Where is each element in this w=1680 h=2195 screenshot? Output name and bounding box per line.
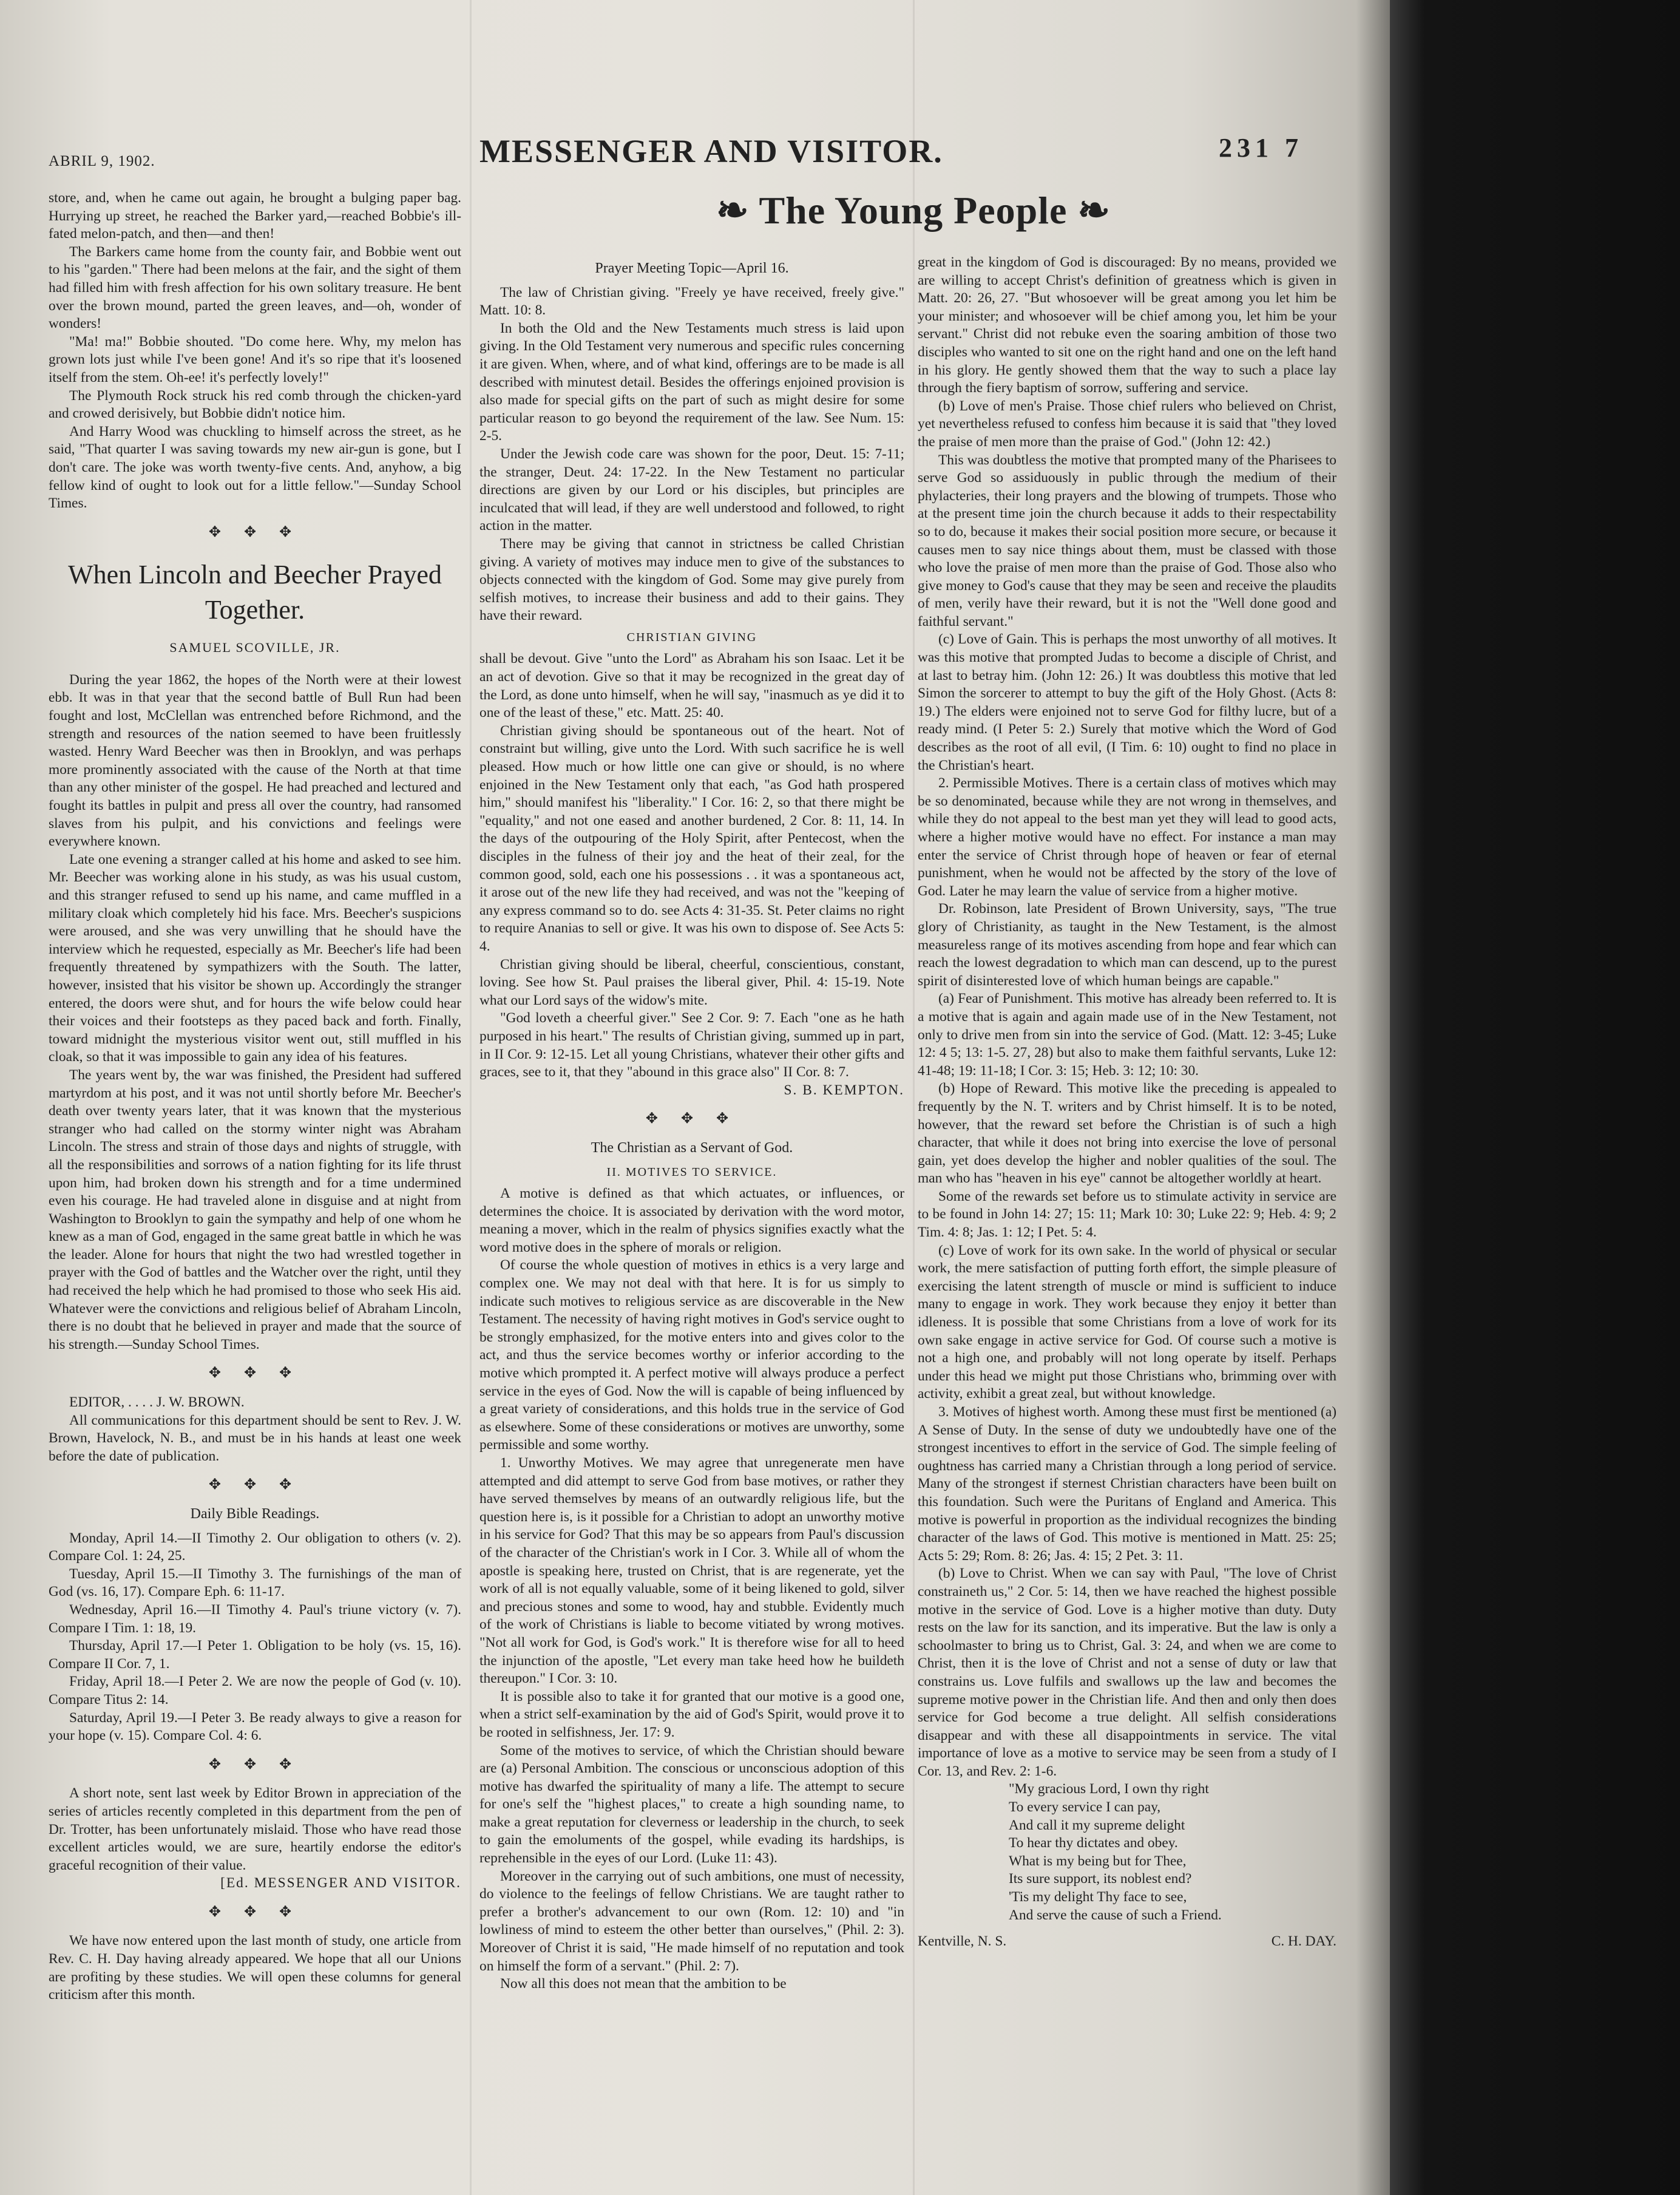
issue-date: ABRIL 9, 1902.	[49, 153, 155, 169]
ornament: ✥ ✥ ✥	[208, 1756, 302, 1773]
giving-paragraph: shall be devout. Give "unto the Lord" as Abraham his son Isaac. Let it be an act of devotion. Give so that it may be recognized in the great day of the Lord, as done unto himself, when he will say, "inasmuch as ye did it to one of the least of these," etc. Matt. 25: 40.	[479, 651, 904, 721]
motives-paragraph: (a) Fear of Punishment. This motive has already been referred to. It is a motive that is again and again made use of in the New Testament, not only to drive men from sin into the service of God. (Matt. 12: 3-45; Luke 12: 4 5; 13: 1-5. 27, 28) but also to make them faithful servants, Luke 12: 41-48; 19: 11-18; I Cor. 3: 15; Heb. 3: 12; 10: 30.	[918, 991, 1336, 1079]
closing-note: We have now entered upon the last month of study, one article from Rev. C. H. Day having already appeared. We hope that all our Unions are profiting by these studies. We will open these columns for general criticism after this month.	[49, 1933, 461, 2003]
poem-line: And call it my supreme delight	[1009, 1817, 1185, 1833]
column-left	[49, 189, 461, 2004]
motives-paragraph: (b) Hope of Reward. This motive like the preceding is appealed to frequently by the N. T. writers and by Christ himself. It is to be noted, however, that the reward set before the Christian is of such a high character, that while it does not bring into exercise the love of personal gain, yet does develop the higher and nobler qualities of the soul. The man who has "heaven in his eye" cannot be altogether worldly at heart.	[918, 1081, 1336, 1187]
article-paragraph: During the year 1862, the hopes of the North were at their lowest ebb. It was in that year that the second battle of Bull Run had been fought and lost, McClellan was entrenched before Richmond, and the strength and resources of the nation seemed to have been fruitlessly wasted. Henry Ward Beecher was then in Brooklyn, and was perhaps more prominently associated with the cause of the North at that time than any other minister of the gospel. He had preached and lectured and fought its battles in pulpit and press all over the country, had ransomed slaves from his pulpit, and his convictions and feelings were everywhere known.	[49, 671, 461, 850]
masthead-title: MESSENGER AND VISITOR.	[479, 133, 943, 169]
column-gutter	[470, 0, 472, 2195]
column-right	[918, 254, 1336, 1951]
motives-paragraph: Some of the motives to service, of which the Christian should beware are (a) Personal Ambition. The conscious or unconscious adoption of this motive has dwarfed the spirituality of many a life. The attempt to secure for one's self the "highest places," to create a high sounding name, to make a great reputation for cleverness or leadership in the church, to seek to gain the emoluments of the gospel, while evading its hardships, is reprehensible in the eyes of our Lord. (Luke 11: 43).	[479, 1742, 904, 1867]
dark-scan-border	[1390, 0, 1680, 2195]
reading-item: Friday, April 18.—I Peter 2. We are now the people of God (v. 10). Compare Titus 2: 14.	[49, 1674, 461, 1708]
giving-paragraph: In both the Old and the New Testaments much stress is laid upon giving. In the Old Testament very numerous and specific rules concerning it are given. When, where, and of what kind, offerings are to be made is all described with minutest detail. Besides the offerings enjoined provision is also made for special gifts on the part of such as might desire for some particular reason to go beyond the requirement of the law. See Num. 15: 2-5.	[479, 320, 904, 444]
signature-name: C. H. DAY.	[1271, 1933, 1336, 1950]
article-author: SAMUEL SCOVILLE, JR.	[169, 640, 340, 656]
reading-item: Saturday, April 19.—I Peter 3. Be ready always to give a reason for your hope (v. 15). Compare Col. 4: 6.	[49, 1709, 461, 1744]
short-note-signature: [Ed. MESSENGER AND VISITOR.	[220, 1875, 461, 1891]
reading-item: Tuesday, April 15.—II Timothy 3. The furnishings of the man of God (vs. 16, 17). Compare Eph. 6: 11-17.	[49, 1566, 461, 1600]
motives-paragraph: Dr. Robinson, late President of Brown University, says, "The true glory of Christianity, as taught in the New Testament, is the almost measureless range of its motives ascending from hope and fear which can reach the lowest degradation to which man can descend, up to the purest spirit of disinterested love of which human beings are capable."	[918, 901, 1336, 989]
reading-item: Thursday, April 17.—I Peter 1. Obligation to be holy (vs. 15, 16). Compare II Cor. 7, 1.	[49, 1638, 461, 1672]
signature-line	[918, 1933, 1336, 1951]
motives-paragraph: (c) Love of work for its own sake. In the world of physical or secular work, the mere satisfaction of putting forth effort, the simple pleasure of exercising the latent strength of muscle or mind is sufficient to induce many to engage in work. They work because they enjoy it better than idleness. It is possible that some Christians from a love of work for its own sake engage in active service for God. Of course such a motive is not a high one, and probably will not long operate by itself. Perhaps under this head we might put those Christians who, brimming over with activity, exhibit a great zeal, but without knowledge.	[918, 1242, 1336, 1402]
servant-title: The Christian as a Servant of God.	[591, 1139, 793, 1156]
article-paragraph: The years went by, the war was finished, the President had suffered martyrdom at his post, and it was not until shortly before Mr. Beecher's death over twenty years later, that it was known that the mysterious stranger who had called on the stormy winter night was Abraham Lincoln. The stress and strain of those days and nights of struggle, with all the responsibilities and sorrows of a nation fighting for its life thrust upon him, had broken down his strength and for a time undermined even his courage. He had traveled alone in disguise and at night from Washington to Brooklyn to gain the sympathy and help of one whom he knew as a man of God, engaged in the same great battle in which he was the leader. Alone for hours that night the two had wrestled together in prayer with the God of battles and the Watcher over the right, until they had received the help which he had promised to those who seek His aid. Whatever were the convictions and religious belief of Abraham Lincoln, there is no doubt that he believed in prayer and made that the source of his strength.—Sunday School Times.	[49, 1067, 461, 1352]
editor-line: EDITOR, . . . . J. W. BROWN.	[69, 1394, 245, 1411]
poem-line: What is my being but for Thee,	[1009, 1853, 1187, 1869]
column-middle	[479, 254, 904, 1993]
ornament: ✥ ✥ ✥	[208, 524, 302, 540]
poem-line: 'Tis my delight Thy face to see,	[1009, 1889, 1187, 1905]
article-title: When Lincoln and Beecher Prayed Together.	[68, 560, 442, 625]
ornament: ✥ ✥ ✥	[208, 1904, 302, 1920]
motives-paragraph: Of course the whole question of motives in ethics is a very large and complex one. We may not deal with that here. It is for us simply to indicate such motives to religious service as are discoverable in the New Testament. The necessity of having right motives in God's service ought to be strongly emphasized, for the motive enters into and gives color to the act, and thus the service becomes worthy or inferior according to the motive which prompted it. A perfect motive will always produce a perfect service in the eyes of God. Now the will is capable of being influenced by a great variety of considerations, and this holds true in the service of God as elsewhere. Some of these considerations or motives are unworthy, some permissible and some worthy.	[479, 1257, 904, 1453]
motives-paragraph: (b) Love of men's Praise. Those chief rulers who believed on Christ, yet nevertheless refused to confess him because it is said that "they loved the praise of men more than the praise of God." (John 12: 42.)	[918, 398, 1336, 450]
motives-paragraph: This was doubtless the motive that prompted many of the Pharisees to serve God so assiduously in public through the medium of their phylacteries, their long prayers and the blowing of trumpets. Those who at the present time join the church because it adds to their respectability so to do, because it makes their social position more secure, or because it causes men to say nice things about them, must be classed with those who love the praise of men more than the praise of God. Those also who give money to God's cause that they may be seen and receive the plaudits of men, verily have their reward, but it is not the "Well done good and faithful servant."	[918, 452, 1336, 629]
story-paragraph: The Barkers came home from the county fair, and Bobbie went out to his "garden." There had been melons at the fair, and the sight of them had filled him with fresh affection for his own solitary treasure. He bent over the brown mound, parted the green leaves, and—oh, wonder of wonders!	[49, 243, 461, 332]
article-paragraph: Late one evening a stranger called at his home and asked to see him. Mr. Beecher was working alone in his study, as was his usual custom, and this stranger refused to send up his name, and came muffled in a military cloak which completely hid his face. Mrs. Beecher's suspicions were aroused, and she was very unwilling that he should have the interview which he requested, especially as Mr. Beecher's life had been frequently threatened by sympathizers with the South. The latter, however, insisted that his visitor be shown up. Accordingly the stranger entered, the doors were shut, and for hours the wife below could hear their voices and their footsteps as they paced back and forth. Finally, toward midnight the mysterious visitor went out, still muffled in his cloak, so that it was impossible to gain any idea of his features.	[49, 851, 461, 1065]
poem-line: "My gracious Lord, I own thy right	[1009, 1781, 1209, 1797]
motives-paragraph: (b) Love to Christ. When we can say with Paul, "The love of Christ constraineth us," 2 Cor. 5: 14, then we have reached the highest possible motive in the service of God. Love is a higher motive than duty. Duty rests on the law for its sanction, and its imperative. But the law is only a schoolmaster to bring us to Christ, Gal. 3: 24, and when we are come to Christ, then it is the love of Christ and not a sense of duty or law that constrains us. Love fulfils and swallows up the law and becomes the supreme motive power in the Christian life. And then and only then does service for God become a true delight. All selfish considerations disappear and with these all disappointments in service. The vital importance of love as a motive to service may be seen from a study of I Cor. 13, and Rev. 2: 1-6.	[918, 1566, 1336, 1779]
short-note: A short note, sent last week by Editor Brown in appreciation of the series of articles recently completed in this department from the pen of Dr. Trotter, has been unfortunately mislaid. Those who have read those excellent articles would, we are sure, heartily endorse the editor's graceful recognition of their value.	[49, 1785, 461, 1873]
giving-paragraph: "God loveth a cheerful giver." See 2 Cor. 9: 7. Each "one as he hath purposed in his heart." The results of Christian giving, summed up in part, in II Cor. 9: 12-15. Let all young Christians, whatever their other gifts and graces, see to it, that they "abound in this grace also" II Cor. 8: 7.	[479, 1010, 904, 1081]
poem-line: To every service I can pay,	[1009, 1799, 1161, 1816]
story-paragraph: store, and, when he came out again, he brought a bulging paper bag. Hurrying up street, he reached the Barker yard,—reached Bobbie's ill-fated melon-patch, and then—and then!	[49, 190, 461, 242]
motives-paragraph: great in the kingdom of God is discouraged: By no means, provided we are willing to accept Christ's definition of greatness which is given in Matt. 20: 26, 27. "But whosoever will be great among you let him be your minister; and whosoever will be chief among you, let him be your servant." Christ did not rebuke even the soaring ambition of those two disciples who wanted to sit one on the right hand and one on the left hand in his glory. He gently showed them that the way to such a place lay through the fiery baptism of sorrow, suffering and service.	[918, 254, 1336, 396]
giving-paragraph: Christian giving should be spontaneous out of the heart. Not of constraint but willing, give unto the Lord. With such sacrifice he is well pleased. How much or how little one can give or should, is no where enjoined in the New Testament only that each, "as God hath prospered him," should manifest his "liberality." I Cor. 16: 2, so that there might be "equality," and not one eased and another burdened, 2 Cor. 8: 11, 14. In the days of the outpouring of the Holy Spirit, after Pentecost, when the disciples in the fulness of their joy and the heat of their zeal, for the common good, sold, each one his possessions . . it was a spontaneous act, it arose out of the new life they had received, and was not the "keeping of any express command so to do. see Acts 4: 31-35. St. Peter claims no right to require Ananias to sell or give. It was his own to dispose of. See Acts 5: 4.	[479, 722, 904, 954]
poem-line: To hear thy dictates and obey.	[1009, 1835, 1178, 1851]
story-paragraph: The Plymouth Rock struck his red comb through the chicken-yard and crowed derisively, but Bobbie didn't notice him.	[49, 387, 461, 422]
reading-item: Wednesday, April 16.—II Timothy 4. Paul's triune victory (v. 7). Compare I Tim. 1: 18, 19.	[49, 1601, 461, 1636]
motives-paragraph: It is possible also to take it for granted that our motive is a good one, when a strict self-examination by the aid of God's Spirit, would prove it to be rooted in selfishness, Jer. 17: 9.	[479, 1688, 904, 1740]
ornament: ✥ ✥ ✥	[208, 1365, 302, 1382]
motives-paragraph: A motive is defined as that which actuates, or influences, or determines the choice. It is associated by derivation with the word motor, meaning a mover, which in the realm of physics signifies exactly what the word motive does in the sphere of morals or religion.	[479, 1186, 904, 1255]
story-paragraph: And Harry Wood was chuckling to himself across the street, as he said, "That quarter I was saving towards my new air-gun is gone, but I don't care. The joke was worth twenty-five cents. And, anyhow, a big fellow kind of ought to look out for a little fellow."—Sunday School Times.	[49, 423, 461, 512]
signature-place: Kentville, N. S.	[918, 1933, 1007, 1950]
giving-paragraph: Christian giving should be liberal, cheerful, conscientious, constant, loving. See how St. Paul praises the liberal giver, Phil. 4: 15-19. Note what our Lord says of the widow's mite.	[479, 956, 904, 1008]
ornament: ✥ ✥ ✥	[208, 1477, 302, 1493]
motives-paragraph: Some of the rewards set before us to stimulate activity in service are to be found in John 14: 27; 15: 11; Mark 10: 30; Luke 22: 9; Heb. 4: 9; 2 Tim. 4: 8; Jas. 1: 12; I Pet. 5: 4.	[918, 1188, 1336, 1241]
giving-paragraph: Under the Jewish code care was shown for the poor, Deut. 15: 7-11; the stranger, Deut. 24: 17-22. In the New Testament no particular directions are given by our Lord or his disciples, but principles are inculcated that will lead, if they are well understood and followed, to right action in the matter.	[479, 446, 904, 534]
column-gutter	[913, 0, 915, 2195]
subheading: CHRISTIAN GIVING	[626, 630, 757, 644]
giving-paragraph: There may be giving that cannot in strictness be called Christian giving. A variety of motives may induce men to give of the substances to objects connected with the kingdom of God. Some may give purely from selfish motives, to increase their business and add to their gains. They have their reward.	[479, 535, 904, 624]
motives-paragraph: (c) Love of Gain. This is perhaps the most unworthy of all motives. It was this motive that prompted Judas to become a disciple of Christ, and at last to betray him. (John 12: 26.) It was doubtless this motive that led Simon the sorcerer to attempt to buy the gift of the Holy Ghost. (Acts 8: 19.) The elders were enjoined not to serve God for filthy lucre, but of a ready mind. (I Peter 5: 2.) Surely that motive which the Word of God describes as the root of all evil, (I Tim. 6: 10) ought to find no place in the Christian's heart.	[918, 631, 1336, 773]
motives-paragraph: 3. Motives of highest worth. Among these must first be mentioned (a) A Sense of Duty. In the sense of duty we undoubtedly have one of the strongest incentives to effort in the service of God. The simple feeling of oughtness has carried many a Christian through a long period of service. Many of the strongest if sternest Christian characters have been built on this foundation. Such were the Puritans of England and America. This motive is powerful in proportion as the individual recognizes the binding character of the laws of God. This motive is mentioned in Matt. 25: 25; Acts 5: 29; Rom. 8: 26; Jas. 4: 15; 2 Pet. 3: 11.	[918, 1404, 1336, 1564]
servant-subtitle: II. MOTIVES TO SERVICE.	[606, 1165, 777, 1179]
motives-paragraph: Moreover in the carrying out of such ambitions, one must of necessity, do violence to the feelings of fellow Christians. We are taught rather to prefer a brother's advancement to our own (Rom. 12: 10) and "in lowliness of mind to esteem the other better than ourselves," (Phil. 2: 3). Moreover of Christ it is said, "He made himself of no reputation and took on himself the form of a servant." (Phil. 2: 7).	[479, 1868, 904, 1974]
motives-paragraph: 2. Permissible Motives. There is a certain class of motives which may be so denominated, because while they are not wrong in themselves, and while they do not appeal to the best man yet they will lead to good acts, where a higher motive would have no effect. For instance a man may enter the service of Christ through hope of heaven or fear of eternal punishment, when he would not be affected by the story of the love of God. Later he may learn the value of service from a higher motive.	[918, 775, 1336, 899]
story-paragraph: "Ma! ma!" Bobbie shouted. "Do come here. Why, my melon has grown lots just while I've been gone! And it's so ripe that it's loosened itself from the stem. Oh-ee! it's perfectly lovely!"	[49, 333, 461, 385]
reading-item: Monday, April 14.—II Timothy 2. Our obligation to others (v. 2). Compare Col. 1: 24, 25.	[49, 1530, 461, 1564]
section-title: ❧ The Young People ❧	[716, 189, 1111, 232]
poem-line: And serve the cause of such a Friend.	[1009, 1907, 1222, 1923]
motives-paragraph: 1. Unworthy Motives. We may agree that unregenerate men have attempted and did attempt to serve God from base motives, or rather they have served themselves by means of an outwardly religious life, but the question here is, is it possible for a Christian to adopt an unworthy motive in his service for God? That this may be so appears from Paul's discussion of the character of the Christian's work in I Cor. 3. While all of whom the apostle is speaking here, trusted on Christ, that is are regenerate, yet the work of all is not equally valuable, some of it being likened to gold, silver and precious stones and some to wood, hay and stubble. Evidently much of the work of Christians is liable to become vitiated by wrong motives. "Not all work for God, is God's work." It is therefore wise for all to heed the injunction of the apostle, "Let every man take heed how he buildeth thereupon." I Cor. 3: 10.	[479, 1455, 904, 1687]
topic-text: The law of Christian giving. "Freely ye have received, freely give." Matt. 10: 8.	[479, 284, 904, 319]
topic-title: Prayer Meeting Topic—April 16.	[595, 260, 789, 276]
poem-line: Its sure support, its noblest end?	[1009, 1871, 1192, 1887]
ornament: ✥ ✥ ✥	[645, 1111, 739, 1127]
editor-note: All communications for this department should be sent to Rev. J. W. Brown, Havelock, N. B., and must be in his hands at least one week before the date of publication.	[49, 1412, 461, 1464]
signature: S. B. KEMPTON.	[784, 1082, 904, 1098]
readings-title: Daily Bible Readings.	[190, 1506, 320, 1522]
motives-paragraph: Now all this does not mean that the ambition to be	[500, 1976, 787, 1992]
page-binding-shadow	[1356, 0, 1390, 2195]
page-number: 231 7	[1219, 133, 1303, 163]
